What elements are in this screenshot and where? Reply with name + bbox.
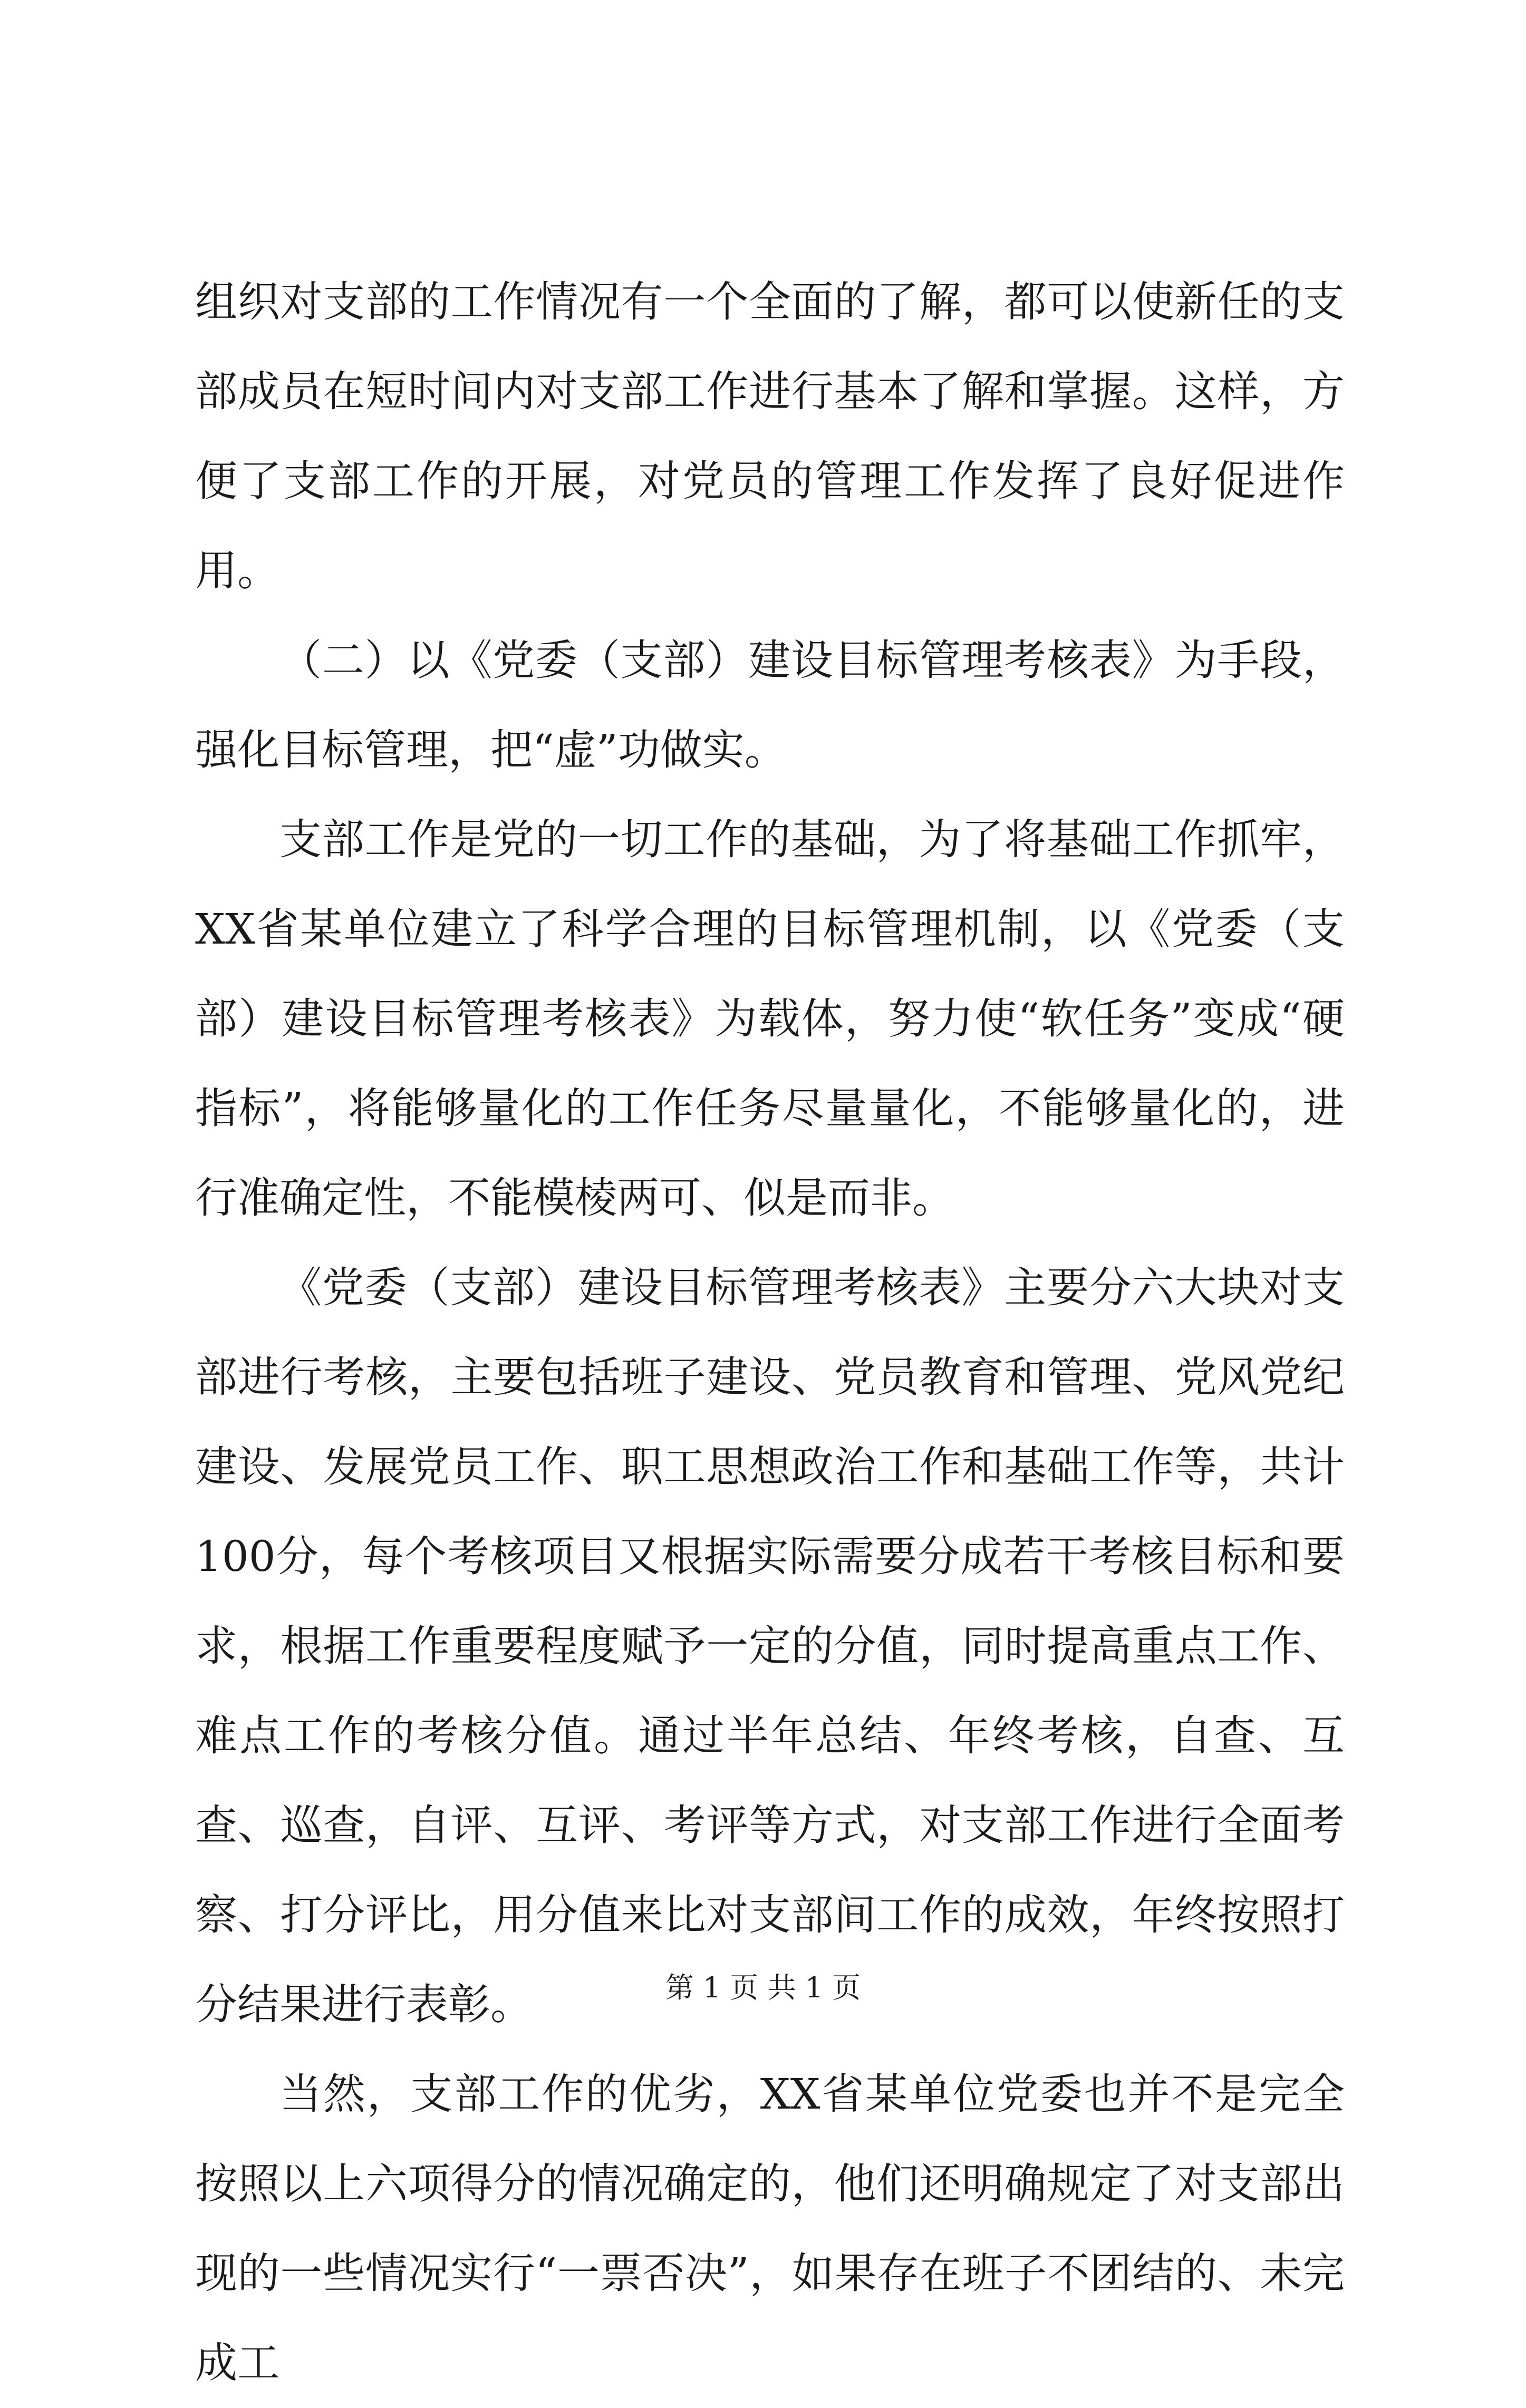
section-heading: （二）以《党委（支部）建设目标管理考核表》为手段，强化目标管理，把“虚”功做实。 (195, 636, 1345, 774)
paragraph: 当然，支部工作的优劣，XX省某单位党委也并不是完全按照以上六项得分的情况确定的，他们还明确规定了对支部出现的一些情况实行“一票否决”，如果存在班子不团结的、未完成工 (195, 2070, 1345, 2387)
paragraph: 《党委（支部）建设目标管理考核表》主要分六大块对支部进行考核，主要包括班子建设、党员教育和管理、党风党纪建设、发展党员工作、职工思想政治工作和基础工作等，共计100分，每个考核项目又根据实际需要分成若干考核目标和要求，根据工作重要程度赋予一定的分值，同时提高重点工作、难点工作的考核分值。通过半年总结、年终考核，自查、互查、巡查，自评、互评、考评等方式，对支部工作进行全面考察、打分评比，用分值来比对支部间工作的成效，年终按照打分结果进行表彰。 (195, 1263, 1345, 2029)
paragraph-continuation: 组织对支部的工作情况有一个全面的了解，都可以使新任的支部成员在短时间内对支部工作进行基本了解和掌握。这样，方便了支部工作的开展，对党员的管理工作发挥了良好促进作用。 (195, 277, 1345, 595)
paragraph: 支部工作是党的一切工作的基础，为了将基础工作抓牢，XX省某单位建立了科学合理的目标管理机制，以《党委（支部）建设目标管理考核表》为载体，努力使“软任务”变成“硬指标”，将能够量化的工作任务尽量量化，不能够量化的，进行准确定性，不能模棱两可、似是而非。 (195, 815, 1345, 1222)
page-number-footer: 第 1 页 共 1 页 (665, 1971, 861, 2004)
document-body (195, 257, 1345, 2408)
